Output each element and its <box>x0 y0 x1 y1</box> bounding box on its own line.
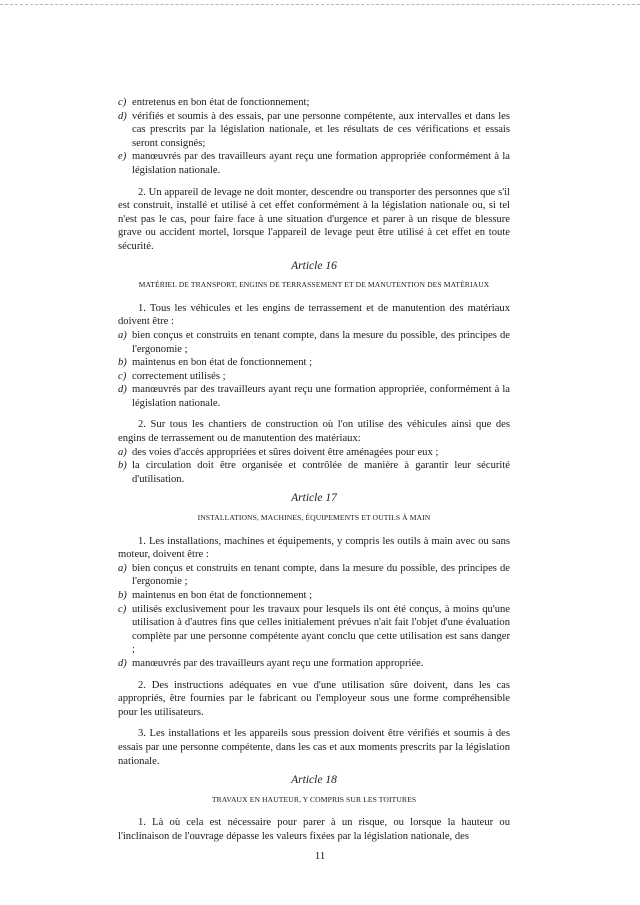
list-item <box>118 459 510 486</box>
item-text: vérifiés et soumis à des essais, par une personne compétente, aux intervalles et dans les cas prescrits par la législation nationale, et les résultats de ces vérifications et essais seront consignés; <box>132 110 510 149</box>
article-title: Article 18 <box>291 774 337 787</box>
item-label: a) <box>118 329 127 341</box>
paragraph: 1. Là où cela est nécessaire pour parer à un risque, ou lorsque la hauteur ou l'inclinaison de l'ouvrage dépasse les valeurs fixées par la législation nationale, des <box>118 817 510 842</box>
item-label: b) <box>118 357 127 369</box>
scan-top-edge <box>0 4 640 5</box>
article-heading: MATÉRIEL DE TRANSPORT, ENGINS DE TERRASSEMENT ET DE MANUTENTION DES MATÉRIAUX <box>138 280 490 290</box>
list-item <box>118 446 510 460</box>
document-body <box>118 96 510 844</box>
paragraph: 1. Les installations, machines et équipements, y compris les outils à main avec ou sans moteur, doivent être : <box>118 535 510 561</box>
item-label: b) <box>118 460 127 472</box>
item-label: a) <box>118 446 127 458</box>
paragraph: 3. Les installations et les appareils sous pression doivent être vérifiés et soumis à des essais par une personne compétente, dans les cas et aux moments prescrits par la législation nationale. <box>118 728 510 767</box>
list-item <box>118 110 510 151</box>
item-text: bien conçus et construits en tenant compte, dans la mesure du possible, des principes de l'ergonomie ; <box>132 562 510 588</box>
article-title: Article 16 <box>291 259 337 272</box>
article-heading: INSTALLATIONS, MACHINES, ÉQUIPEMENTS ET OUTILS À MAIN <box>197 513 431 523</box>
item-label: d) <box>118 384 127 396</box>
paragraph: 1. Tous les véhicules et les engins de terrassement et de manutention des matériaux doivent être : <box>118 302 510 328</box>
list-item <box>118 356 510 370</box>
article-title: Article 17 <box>291 492 337 505</box>
list-item <box>118 589 510 603</box>
item-text: des voies d'accès appropriées et sûres doivent être aménagées pour eux ; <box>132 446 439 458</box>
article-heading: TRAVAUX EN HAUTEUR, Y COMPRIS SUR LES TOITURES <box>211 794 417 804</box>
list-item <box>118 657 510 671</box>
paragraph: 2. Sur tous les chantiers de construction où l'on utilise des véhicules ainsi que des engins de terrassement ou de manutention des matériaux: <box>118 419 510 445</box>
item-text: la circulation doit être organisée et contrôlée de manière à garantir leur sécurité d'utilisation. <box>132 460 510 485</box>
list-item <box>118 150 510 177</box>
list-item <box>118 562 510 589</box>
item-label: d) <box>118 110 127 122</box>
page-number: 11 <box>314 850 326 862</box>
item-label: e) <box>118 151 127 163</box>
item-text: bien conçus et construits en tenant compte, dans la mesure du possible, des principes de l'ergonomie ; <box>132 329 510 355</box>
item-label: c) <box>118 603 127 615</box>
item-text: manœuvrés par des travailleurs ayant reçu une formation appropriée, conformément à la législation nationale. <box>132 384 510 409</box>
item-text: correctement utilisés ; <box>132 370 226 382</box>
list-item <box>118 370 510 384</box>
item-label: c) <box>118 370 127 382</box>
item-text: entretenus en bon état de fonctionnement; <box>132 97 310 108</box>
item-text: maintenus en bon état de fonctionnement ; <box>132 590 313 601</box>
paragraph: 2. Un appareil de levage ne doit monter, descendre ou transporter des personnes que s'il est construit, installé et utilisé à cet effet conformément à la législation nationale ou, si tel n'est pas le cas, pour faire face à une situation d'urgence et parer à un risque de blessure grave ou accident mortel, lorsque l'appareil de levage peut être utilisé à cet effet en toute sécurité. <box>118 186 510 252</box>
list-item <box>118 603 510 657</box>
list-item <box>118 329 510 356</box>
list-item <box>118 383 510 410</box>
item-text: utilisés exclusivement pour les travaux pour lesquels ils ont été conçus, à moins qu'une utilisation à d'autres fins que celles initialement prévues n'ait fait l'objet d'une évaluation complète par une personne compétente ayant conclu que cette utilisation est sans danger ; <box>132 603 510 656</box>
paragraph: 2. Des instructions adéquates en vue d'une utilisation sûre doivent, dans les cas appropriés, être fournies par le fabricant ou l'employeur sous une forme compréhensible pour les utilisateurs. <box>118 679 510 718</box>
list-item <box>118 96 510 110</box>
item-label: d) <box>118 657 127 669</box>
item-label: b) <box>118 590 127 601</box>
item-label: a) <box>118 562 127 574</box>
item-text: manœuvrés par des travailleurs ayant reçu une formation appropriée. <box>132 657 424 669</box>
item-text: maintenus en bon état de fonctionnement ; <box>132 357 313 369</box>
item-text: manœuvrés par des travailleurs ayant reçu une formation appropriée conformément à la législation nationale. <box>132 151 510 176</box>
item-label: c) <box>118 97 127 108</box>
